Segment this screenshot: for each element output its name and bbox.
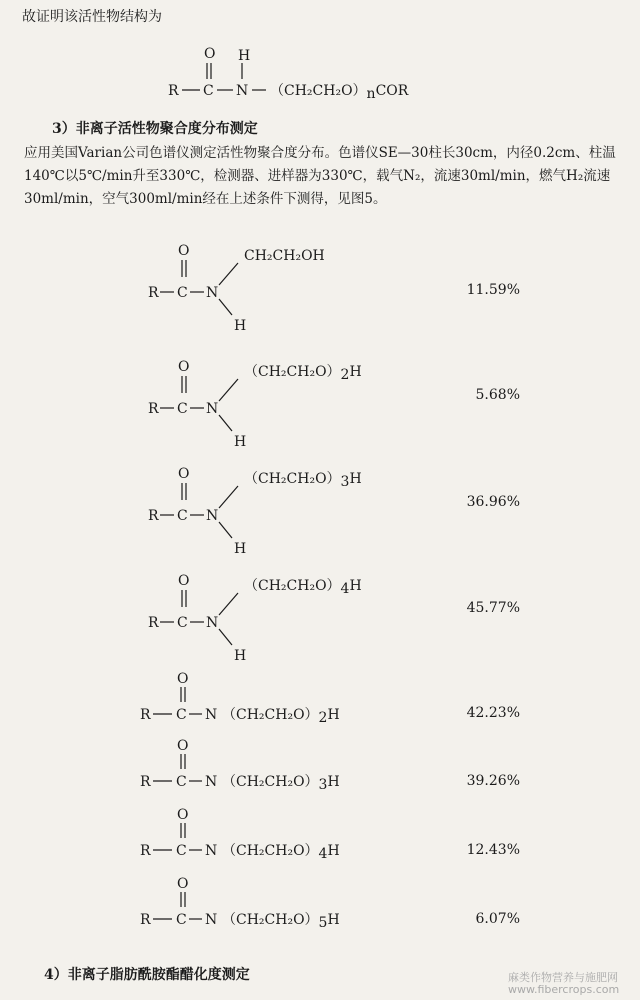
svg-text:R: R (148, 615, 159, 631)
svg-text:C: C (176, 912, 187, 928)
svg-text:N: N (205, 912, 218, 928)
svg-text:（CH₂CH₂O）2H: （CH₂CH₂O）2H (222, 707, 340, 726)
svg-text:O: O (177, 671, 189, 687)
percent-value: 39.26% (466, 773, 520, 789)
svg-text:（CH₂CH₂O）3H: （CH₂CH₂O）3H (244, 471, 362, 490)
watermark-line-2: www.fibercrops.com (508, 983, 620, 996)
formula-c: C (203, 83, 214, 99)
svg-text:O: O (178, 243, 190, 259)
svg-text:N: N (206, 285, 219, 301)
percent-value: 11.59% (466, 282, 520, 298)
svg-text:H: H (234, 318, 247, 334)
svg-text:（CH₂CH₂O）5H: （CH₂CH₂O）5H (222, 912, 340, 931)
percent-value: 6.07% (475, 911, 520, 927)
svg-text:H: H (234, 434, 247, 450)
svg-text:H: H (234, 541, 247, 557)
svg-text:R: R (140, 707, 151, 723)
svg-text:（CH₂CH₂O）4H: （CH₂CH₂O）4H (244, 578, 362, 597)
branched-formula-3 (148, 466, 362, 557)
svg-text:CH₂CH₂OH: CH₂CH₂OH (244, 248, 325, 264)
section-4-heading: 4）非离子脂肪酰胺酯醋化度测定 (44, 967, 250, 983)
method-paragraph: 应用美国Varian公司色谱仪测定活性物聚合度分布。色谱仪SE—30柱长30cm，内径0.2cm、柱温140℃以5℃/min升至330℃，检测器、进样器为330℃，载气N₂，流速30ml/min，燃气H₂流速30ml/min，空气300ml/min经在上述条件下测得，见图5。 (24, 145, 616, 207)
svg-text:H: H (234, 648, 247, 664)
svg-text:N: N (205, 843, 218, 859)
svg-text:N: N (206, 615, 219, 631)
svg-text:C: C (177, 285, 188, 301)
svg-text:O: O (178, 466, 190, 482)
svg-text:R: R (148, 508, 159, 524)
svg-text:（CH₂CH₂O）4H: （CH₂CH₂O）4H (222, 843, 340, 862)
linear-formula-3 (140, 807, 340, 862)
branched-formula-1 (148, 243, 325, 334)
formula-chain: （CH₂CH₂O）nCOR (270, 83, 409, 102)
svg-text:N: N (205, 774, 218, 790)
svg-text:R: R (140, 774, 151, 790)
svg-text:C: C (176, 843, 187, 859)
percent-value: 12.43% (466, 842, 520, 858)
formula-r: R (168, 83, 179, 99)
svg-text:N: N (206, 401, 219, 417)
linear-formula-4 (140, 876, 340, 931)
svg-text:C: C (176, 707, 187, 723)
svg-text:R: R (148, 285, 159, 301)
svg-text:O: O (177, 738, 189, 754)
svg-text:R: R (140, 843, 151, 859)
watermark-line-1: 麻类作物营养与施肥网 (508, 971, 618, 984)
svg-text:O: O (177, 876, 189, 892)
svg-text:O: O (177, 807, 189, 823)
intro-text: 故证明该活性物结构为 (22, 9, 162, 25)
svg-text:O: O (178, 359, 190, 375)
linear-formula-1 (140, 671, 340, 726)
formula-n: N (236, 83, 249, 99)
percent-value: 5.68% (475, 387, 520, 403)
percent-value: 42.23% (466, 705, 520, 721)
branched-formula-4 (148, 573, 362, 664)
percent-value: 36.96% (466, 494, 520, 510)
svg-text:N: N (205, 707, 218, 723)
svg-text:C: C (177, 615, 188, 631)
formula-o: O (204, 46, 216, 62)
svg-text:（CH₂CH₂O）3H: （CH₂CH₂O）3H (222, 774, 340, 793)
svg-text:C: C (177, 401, 188, 417)
watermark (508, 972, 619, 996)
linear-formula-2 (140, 738, 340, 793)
svg-text:（CH₂CH₂O）2H: （CH₂CH₂O）2H (244, 364, 362, 383)
section-3-heading: 3）非离子活性物聚合度分布测定 (52, 121, 258, 137)
svg-text:N: N (206, 508, 219, 524)
branched-formula-2 (148, 359, 362, 450)
svg-text:O: O (178, 573, 190, 589)
svg-text:R: R (140, 912, 151, 928)
percent-value: 45.77% (466, 600, 520, 616)
svg-text:C: C (177, 508, 188, 524)
formula-h: H (238, 48, 251, 64)
svg-text:R: R (148, 401, 159, 417)
svg-text:C: C (176, 774, 187, 790)
